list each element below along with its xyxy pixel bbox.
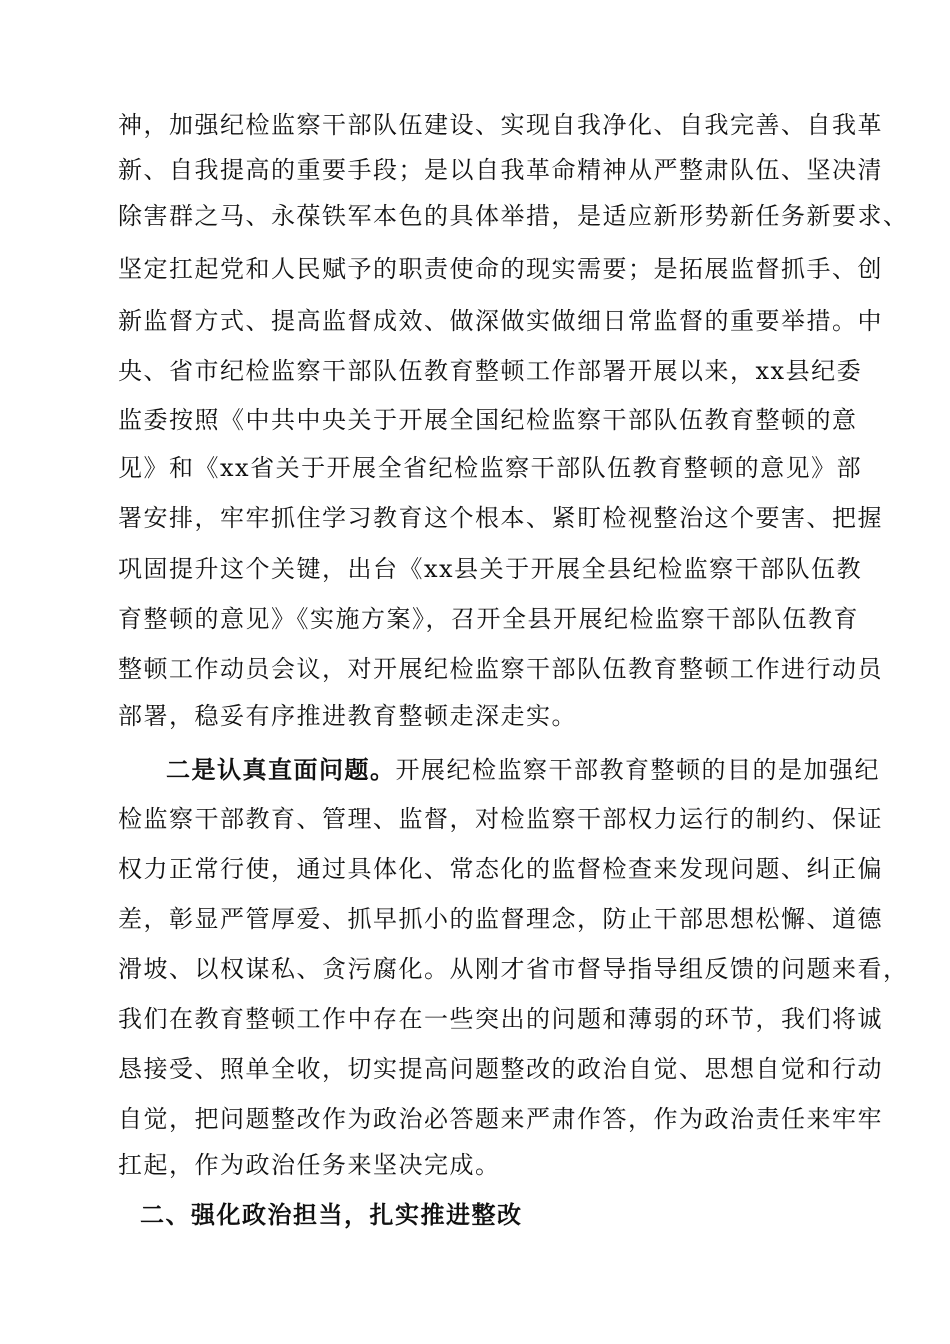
paragraph-line: 我们在教育整顿工作中存在一些突出的问题和薄弱的环节，我们将诚	[118, 1005, 883, 1033]
paragraph-line: 恳接受、照单全收，切实提高问题整改的政治自觉、思想自觉和行动	[118, 1055, 883, 1083]
paragraph-line: 神，加强纪检监察干部队伍建设、实现自我净化、自我完善、自我革	[118, 111, 883, 139]
paragraph-line: 坚定扛起党和人民赋予的职责使命的现实需要；是拓展监督抓手、创	[118, 255, 883, 283]
paragraph-line: 新监督方式、提高监督成效、做深做实做细日常监督的重要举措。中	[118, 307, 883, 335]
paragraph-first-line	[166, 755, 880, 785]
paragraph-lead-heading: 二是认真直面问题。	[166, 756, 396, 784]
paragraph-line: 育整顿的意见》《实施方案》，召开全县开展纪检监察干部队伍教育	[118, 605, 859, 633]
paragraph-line: 扛起，作为政治任务来坚决完成。	[118, 1151, 501, 1179]
section-heading: 二、强化政治担当，扎实推进整改	[140, 1201, 523, 1229]
paragraph-line: 滑坡、以权谋私、贪污腐化。从刚才省市督导指导组反馈的问题来看，	[118, 955, 909, 983]
paragraph-line: 差，彰显严管厚爱、抓早抓小的监督理念，防止干部思想松懈、道德	[118, 905, 883, 933]
paragraph-line: 新、自我提高的重要手段；是以自我革命精神从严整肃队伍、坚决清	[118, 156, 883, 184]
paragraph-line: 权力正常行使，通过具体化、常态化的监督检查来发现问题、纠正偏	[118, 855, 883, 883]
paragraph-line: 见》和《xx省关于开展全省纪检监察干部队伍教育整顿的意见》部	[118, 454, 863, 482]
paragraph-line: 检监察干部教育、管理、监督，对检监察干部权力运行的制约、保证	[118, 805, 883, 833]
paragraph-line: 署安排，牢牢抓住学习教育这个根本、紧盯检视整治这个要害、把握	[118, 504, 883, 532]
paragraph-line: 巩固提升这个关键，出台《xx县关于开展全县纪检监察干部队伍教	[118, 555, 863, 583]
paragraph-line: 央、省市纪检监察干部队伍教育整顿工作部署开展以来，xx县纪委	[118, 357, 863, 385]
paragraph-line: 整顿工作动员会议，对开展纪检监察干部队伍教育整顿工作进行动员	[118, 655, 883, 683]
paragraph-line: 除害群之马、永葆铁军本色的具体举措，是适应新形势新任务新要求、	[118, 202, 909, 230]
paragraph-line-text: 开展纪检监察干部教育整顿的目的是加强纪	[395, 756, 880, 784]
paragraph-line: 自觉，把问题整改作为政治必答题来严肃作答，作为政治责任来牢牢	[118, 1105, 883, 1133]
paragraph-line: 监委按照《中共中央关于开展全国纪检监察干部队伍教育整顿的意	[118, 406, 858, 434]
paragraph-line: 部署，稳妥有序推进教育整顿走深走实。	[118, 702, 577, 730]
